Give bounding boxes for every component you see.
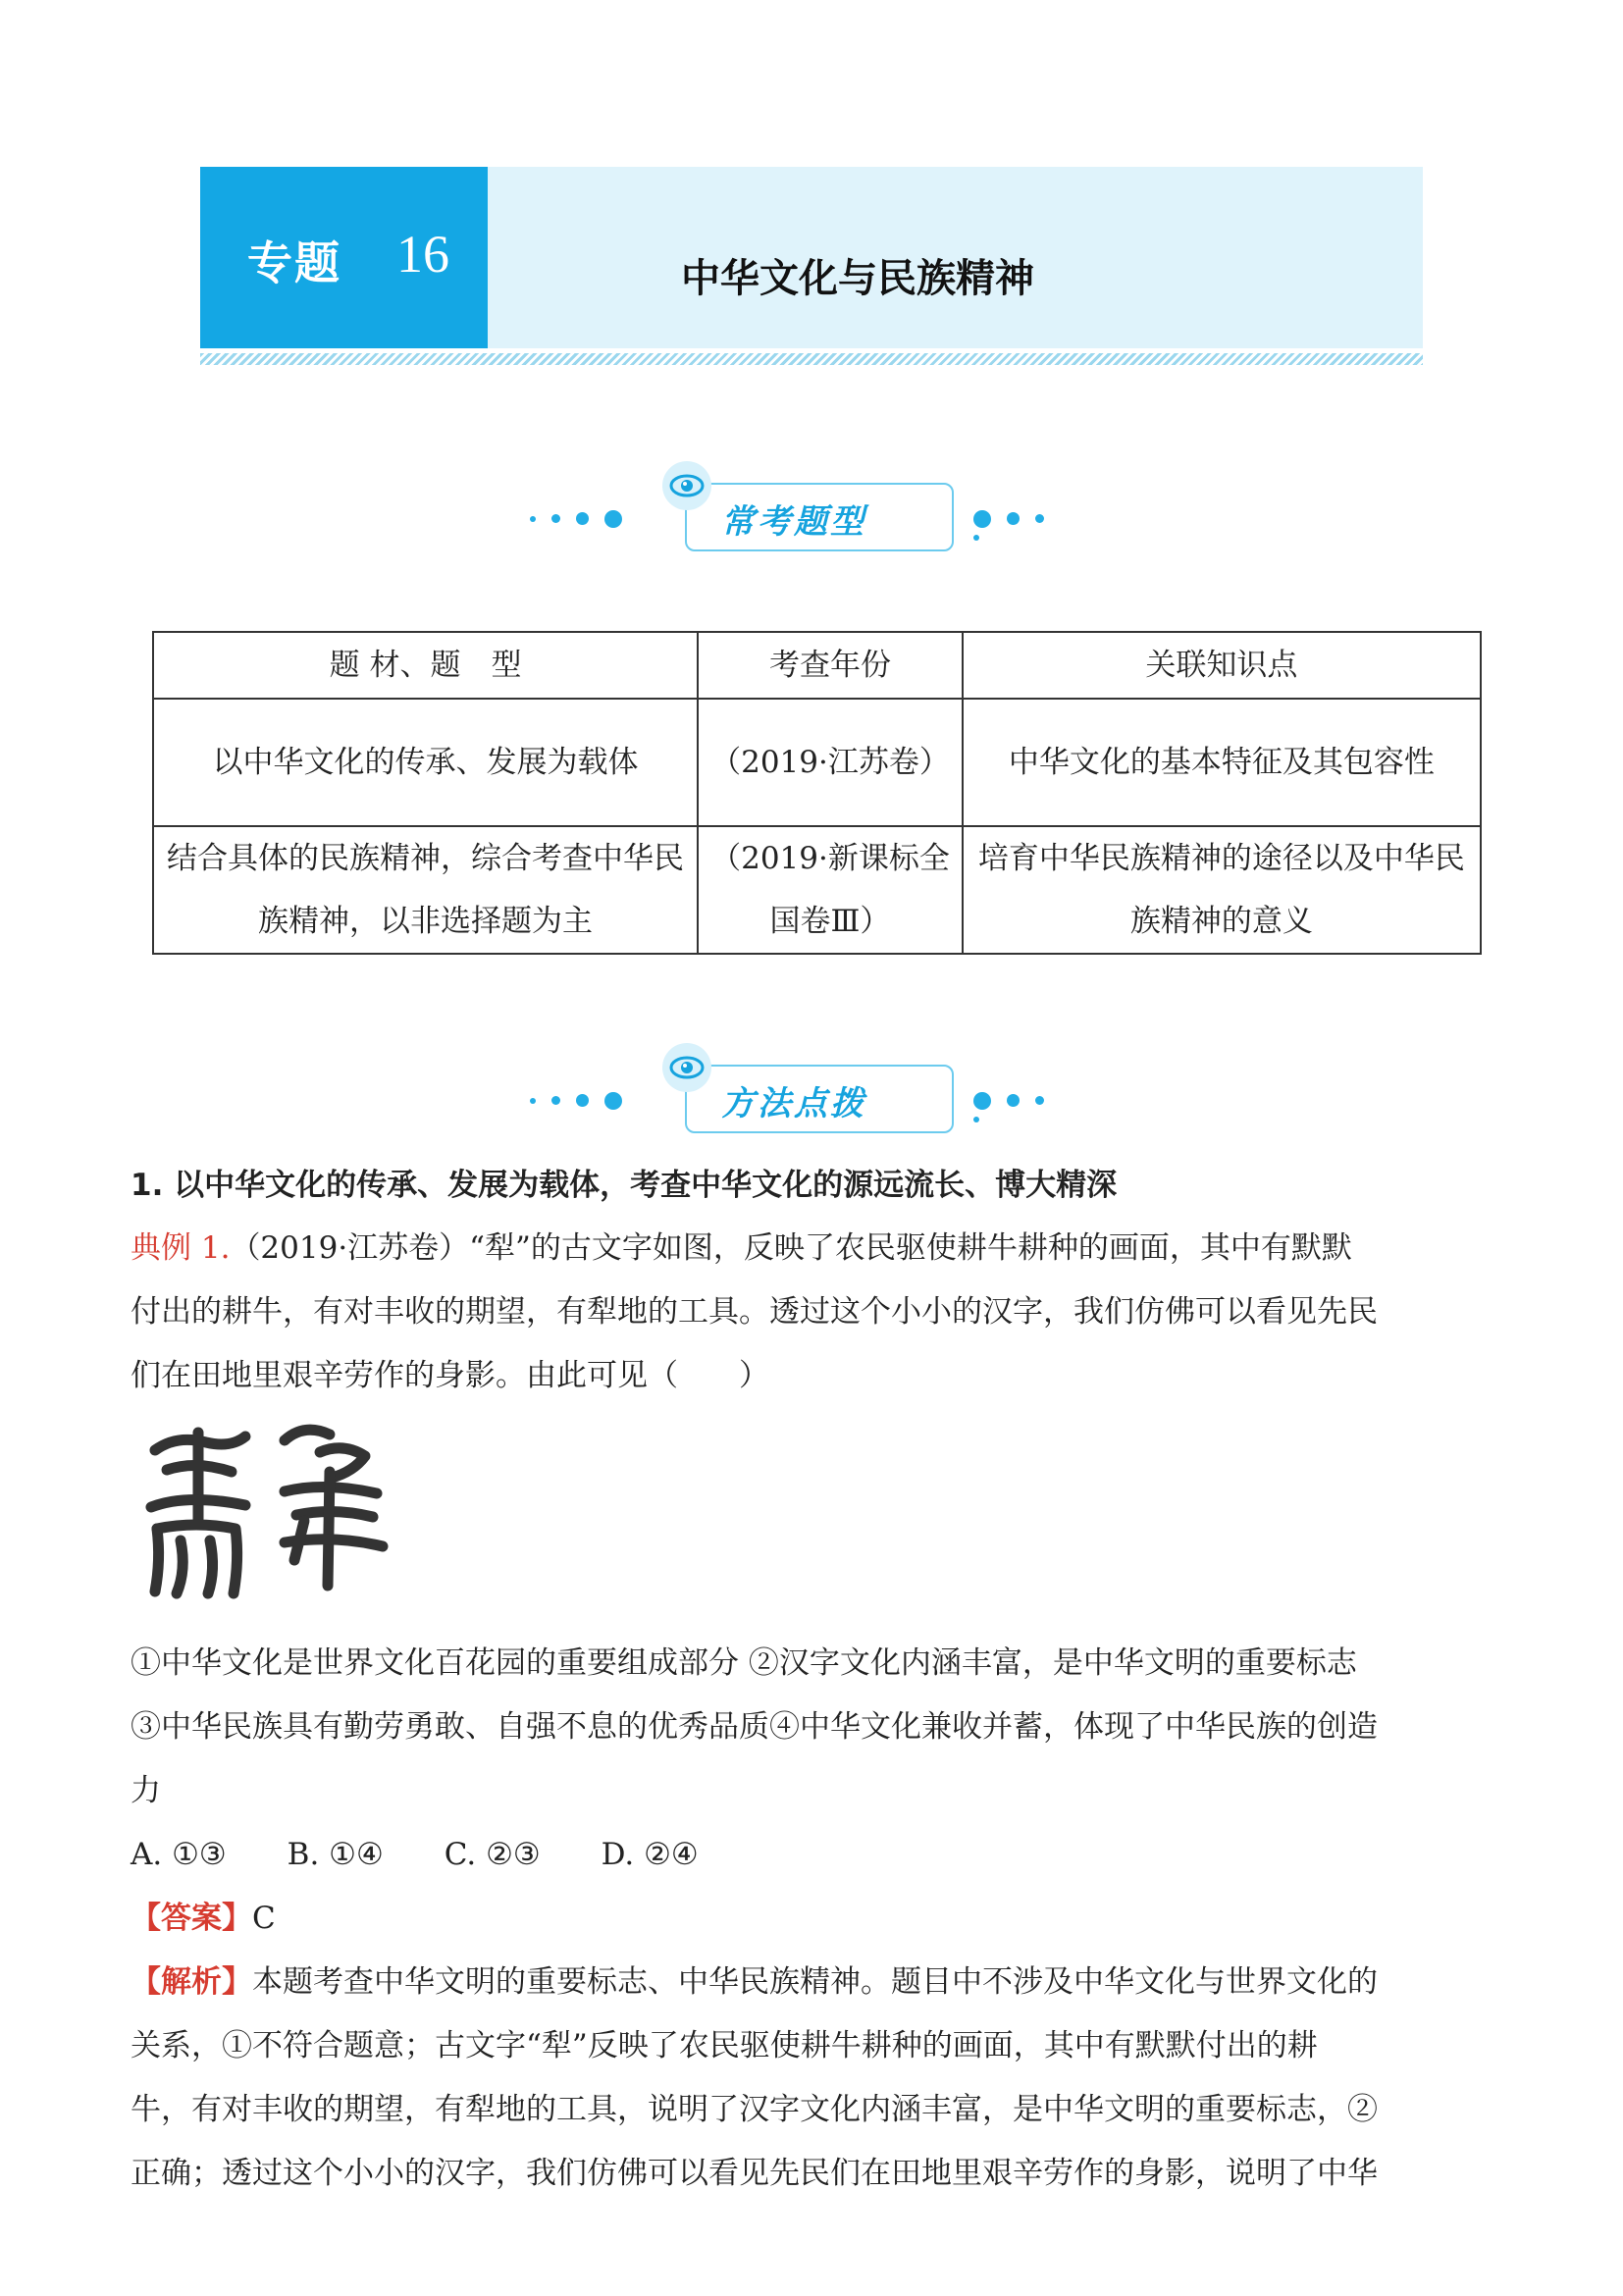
table-header: 关联知识点 (963, 632, 1481, 699)
analysis-line: 正确；透过这个小小的汉字，我们仿佛可以看见先民们在田地里艰辛劳作的身影，说明了中华 (131, 2156, 1378, 2191)
table-cell: 以中华文化的传承、发展为载体 (153, 699, 698, 826)
analysis-text: 本题考查中华文明的重要标志、中华民族精神。题目中不涉及中华文化与世界文化的 (252, 1964, 1378, 2000)
table-row (153, 699, 1481, 826)
dots-decoration (973, 508, 1079, 528)
table-header: 题 材、题 型 (153, 632, 698, 699)
dots-decoration (530, 508, 638, 528)
table-cell: 中华文化的基本特征及其包容性 (963, 699, 1481, 826)
example-line (131, 1217, 1485, 1280)
statement-line: ①中华文化是世界文化百花园的重要组成部分 ②汉字文化内涵丰富，是中华文明的重要标志 (131, 1645, 1357, 1681)
eye-icon (662, 461, 711, 510)
statement-line: 力 (131, 1773, 161, 1808)
section-title: 方法点拨 (721, 1084, 866, 1123)
section-header-method-tips (530, 1043, 1079, 1131)
statement-line: ③中华民族具有勤劳勇敢、自强不息的优秀品质④中华文化兼收并蓄，体现了中华民族的创造 (131, 1709, 1378, 1745)
example-text: （2019·江苏卷）“犁”的古文字如图，反映了农民驱使耕牛耕种的画面，其中有默默 (230, 1230, 1352, 1266)
answer-options: A. ①③ B. ①④ C. ②③ D. ②④ (131, 1837, 699, 1872)
analysis-label: 【解析】 (131, 1964, 252, 2000)
topic-number: 16 (396, 225, 449, 284)
table-cell: （2019·新课标全国卷Ⅲ） (698, 826, 963, 954)
analysis-line: 牛，有对丰收的期望，有犁地的工具，说明了汉字文化内涵丰富，是中华文明的重要标志，② (131, 2092, 1378, 2127)
topic-title: 中华文化与民族精神 (681, 256, 1034, 301)
answer-value: C (252, 1901, 276, 1936)
table-cell: 结合具体的民族精神，综合考查中华民族精神，以非选择题为主 (153, 826, 698, 954)
table-row (153, 826, 1481, 954)
dots-decoration (973, 1090, 1079, 1110)
exam-types-table (152, 631, 1482, 955)
table-cell: 培育中华民族精神的途径以及中华民族精神的意义 (963, 826, 1481, 954)
ancient-character-li-image (137, 1413, 393, 1609)
point-heading: 1. 以中华文化的传承、发展为载体，考查中华文化的源远流长、博大精深 (131, 1168, 1118, 1203)
section-title: 常考题型 (721, 502, 866, 542)
example-line: 付出的耕牛，有对丰收的期望，有犁地的工具。透过这个小小的汉字，我们仿佛可以看见先民 (131, 1294, 1378, 1330)
table-header-row (153, 632, 1481, 699)
dots-decoration (530, 1090, 638, 1110)
topic-banner (200, 167, 1423, 348)
example-line: 们在田地里艰辛劳作的身影。由此可见（ ） (131, 1358, 769, 1393)
table-cell: （2019·江苏卷） (698, 699, 963, 826)
analysis-line (131, 1951, 1485, 2014)
answer-line (131, 1887, 1485, 1951)
eye-icon (662, 1043, 711, 1092)
section-header-common-types (530, 461, 1079, 549)
banner-stripe (200, 353, 1423, 365)
topic-label-box (200, 167, 488, 348)
topic-label: 专题 (247, 236, 341, 289)
example-label: 典例 1. (131, 1230, 231, 1266)
table-header: 考查年份 (698, 632, 963, 699)
answer-label: 【答案】 (131, 1901, 252, 1936)
analysis-line: 关系，①不符合题意；古文字“犁”反映了农民驱使耕牛耕种的画面，其中有默默付出的耕 (131, 2028, 1318, 2063)
